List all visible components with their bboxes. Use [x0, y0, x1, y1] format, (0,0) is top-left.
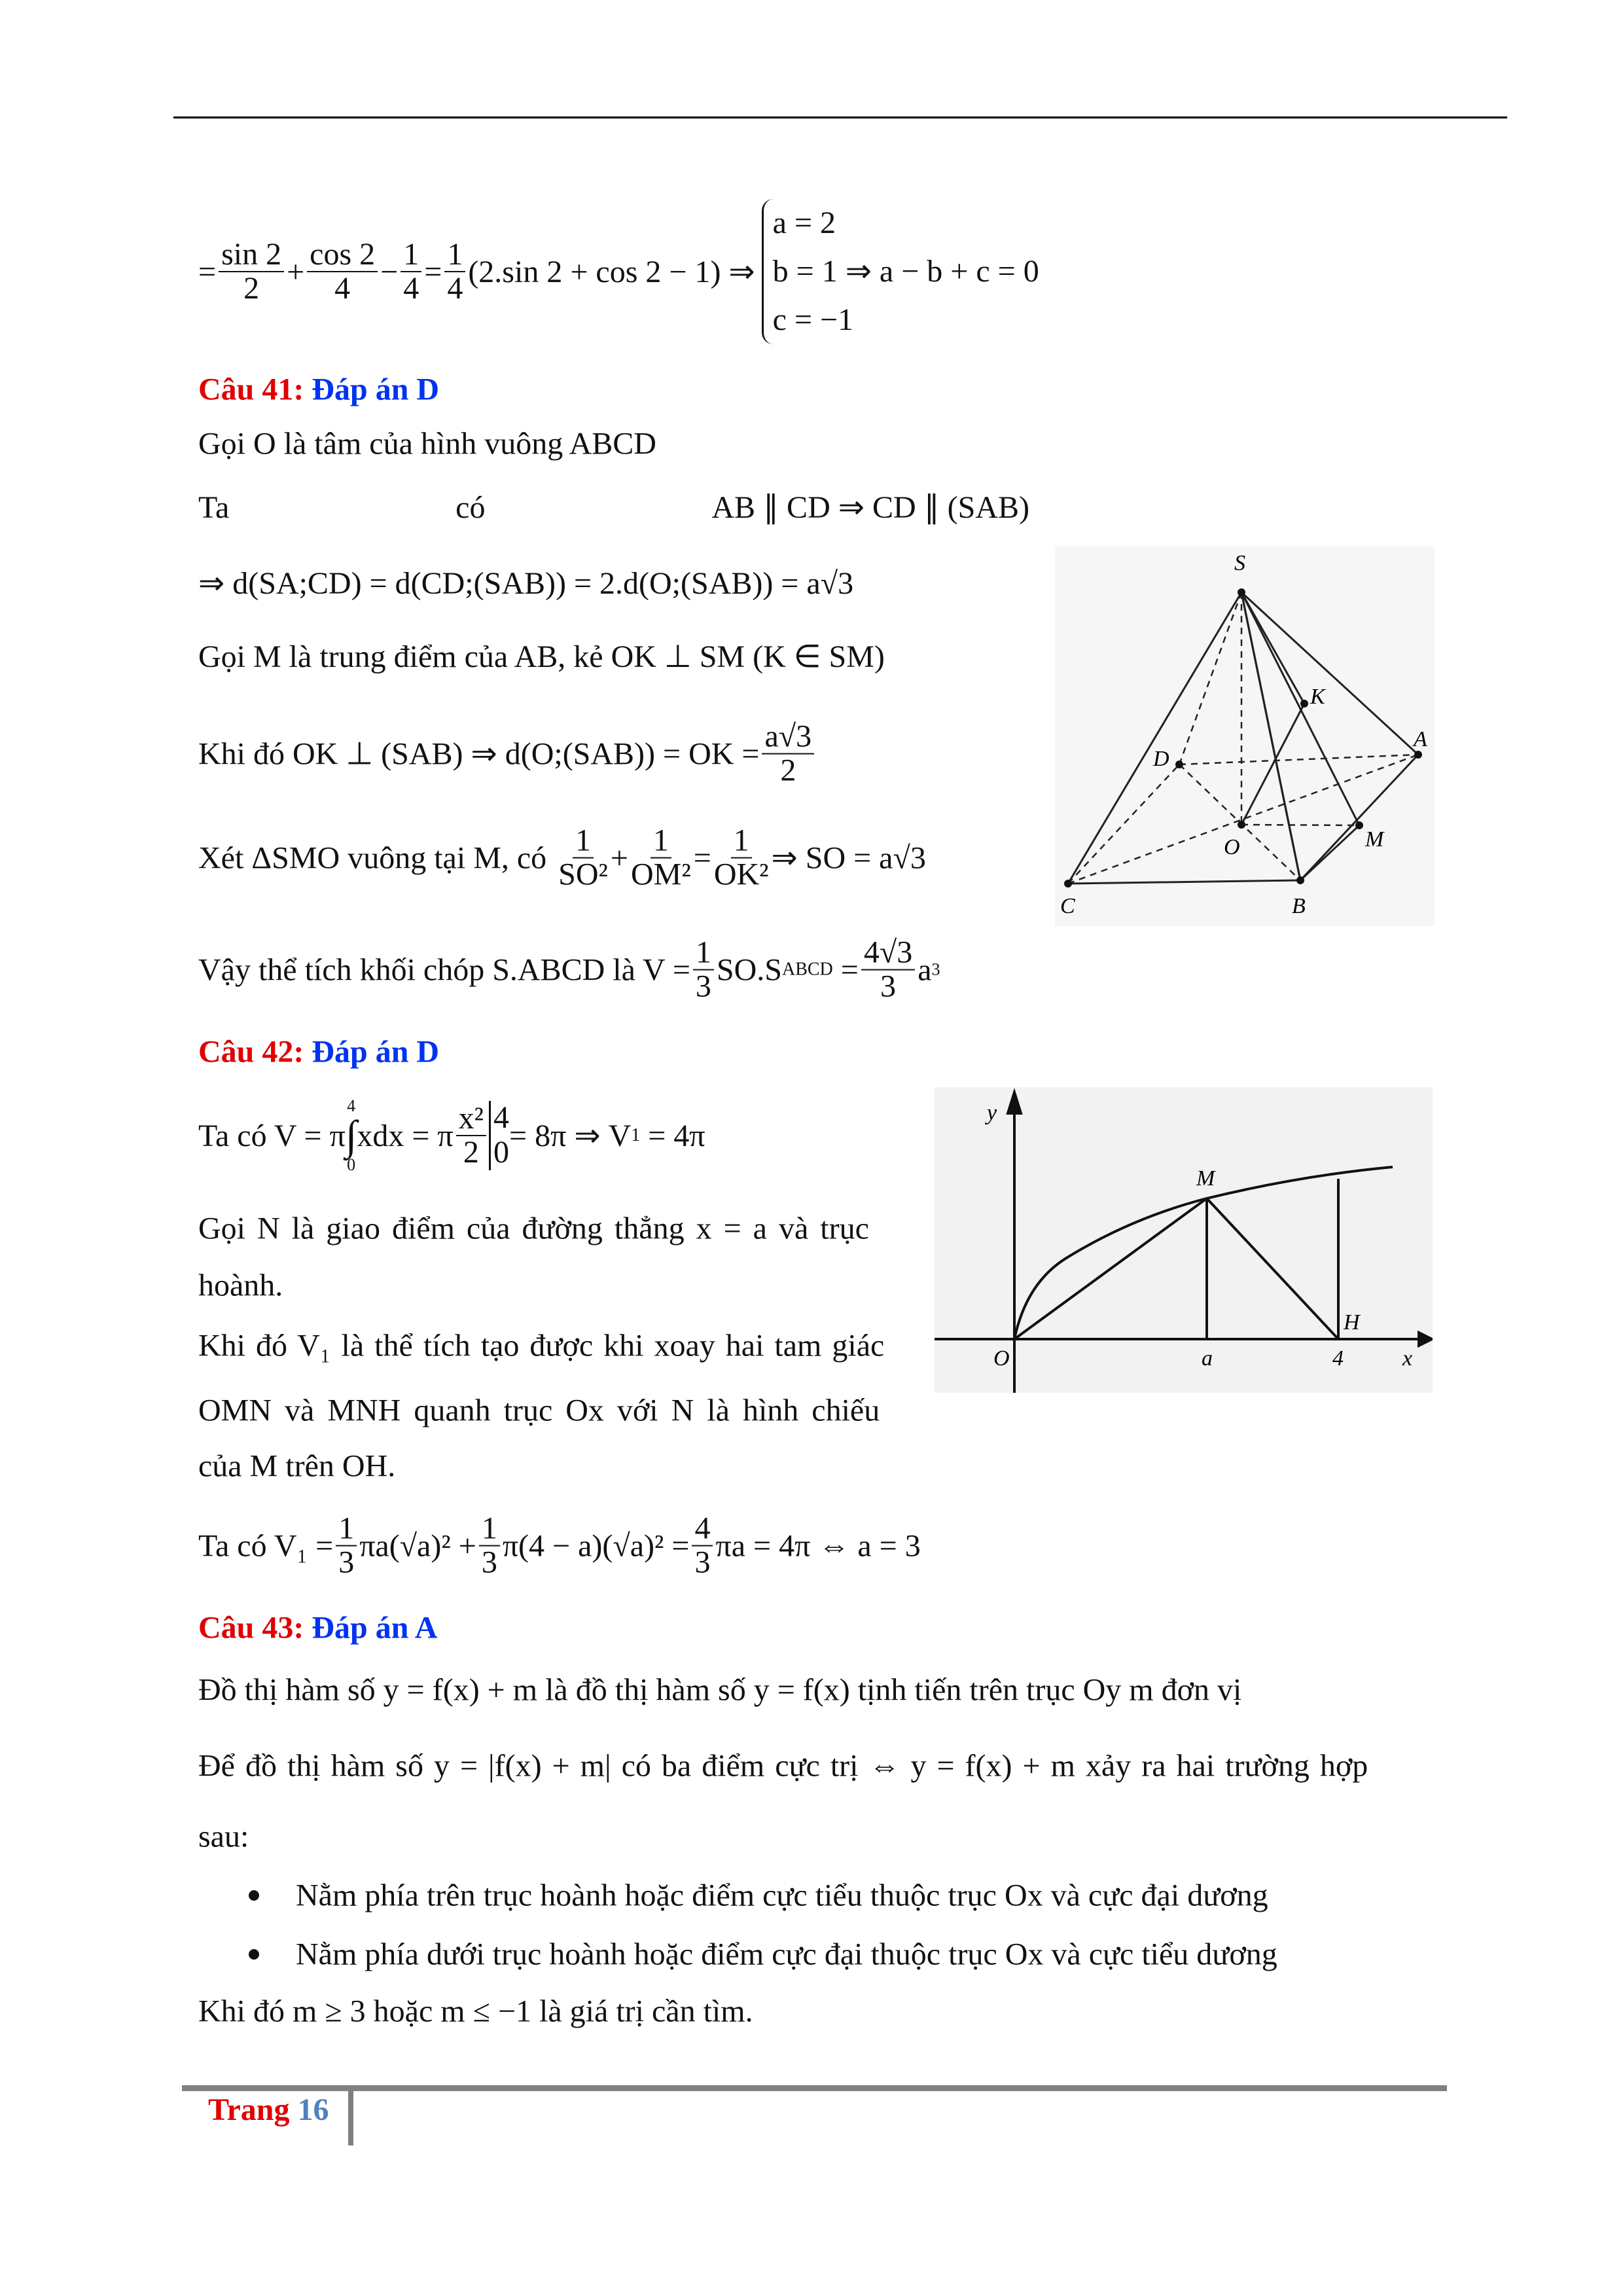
den: 2: [780, 753, 796, 788]
num: 1: [651, 825, 671, 859]
text: Khi đó OK ⊥ (SAB) ⇒ d(O;(SAB)) = OK =: [198, 737, 760, 772]
text-line: [198, 489, 1029, 526]
label-b: B: [1292, 894, 1306, 918]
num: 1: [693, 937, 714, 971]
lower: 0: [493, 1135, 510, 1170]
text: Ta có V = π: [198, 1118, 346, 1153]
text: Khi đó V₁ là thể tích tạo được khi xoay hai tam giác: [198, 1328, 885, 1363]
text: πa = 4π ⇔ a = 3: [715, 1528, 921, 1564]
op: +: [287, 254, 305, 289]
answer-label: Đáp án D: [312, 372, 440, 407]
header-rule: [173, 117, 1507, 118]
sqrt-graph-figure: [935, 1087, 1433, 1393]
text: Nằm phía trên trục hoành hoặc điểm cực tiểu thuộc trục Ox và cực đại dương: [296, 1878, 1268, 1913]
text: Gọi M là trung điểm của AB, kẻ OK ⊥ SM (K ∈ SM): [198, 639, 885, 674]
text-line: [198, 825, 926, 892]
text: π(4 − a)(√a)² =: [502, 1528, 690, 1564]
bullet-icon: [249, 1890, 259, 1901]
label-o: O: [993, 1346, 1010, 1371]
text: hoành.: [198, 1268, 283, 1303]
den: SO²: [558, 857, 608, 892]
text-line: [198, 1819, 249, 1855]
text: Ta: [198, 490, 230, 525]
text-line: [198, 1748, 1368, 1784]
den: 4: [447, 271, 463, 306]
page-label: Trang: [208, 2092, 290, 2127]
footer-divider: [348, 2088, 353, 2145]
text: sau:: [198, 1819, 249, 1854]
num: 1: [479, 1513, 500, 1547]
den: 3: [880, 969, 897, 1004]
label-y: y: [987, 1101, 997, 1125]
text-line: [198, 1513, 921, 1580]
label-k: K: [1310, 685, 1325, 709]
upper: 4: [493, 1100, 510, 1136]
fraction: [444, 238, 465, 306]
superscript: 3: [931, 960, 940, 979]
text: AB ∥ CD ⇒ CD ∥ (SAB): [711, 490, 1029, 525]
upper-limit: 4: [347, 1096, 356, 1115]
question-label: Câu 42:: [198, 1034, 304, 1069]
num: 4: [692, 1513, 713, 1547]
footer-rule: [182, 2085, 1447, 2091]
bullet-item: [296, 1937, 1277, 1973]
equation-system: [762, 199, 1039, 344]
pyramid-figure: [1055, 547, 1435, 926]
text: OMN và MNH quanh trục Ox với N là hình chiếu: [198, 1393, 880, 1428]
text-line: [198, 638, 885, 675]
text-line: [198, 1211, 906, 1247]
den: 3: [695, 969, 711, 1004]
eq-sign: =: [424, 254, 442, 289]
fraction: [401, 238, 421, 306]
label-s: S: [1234, 551, 1245, 575]
fraction: [336, 1513, 357, 1580]
answer-label: Đáp án A: [312, 1610, 438, 1645]
num: a√3: [762, 721, 814, 755]
label-c: C: [1060, 894, 1075, 918]
bullet-icon: [249, 1949, 259, 1960]
label-4: 4: [1332, 1346, 1344, 1371]
question-43-heading: [198, 1610, 437, 1646]
bullet-item: [296, 1878, 1268, 1914]
subscript: 1: [631, 1125, 641, 1145]
text-line: [198, 1672, 1241, 1708]
fraction: [692, 1513, 713, 1580]
text-line: [198, 721, 817, 788]
num: 1: [731, 825, 752, 859]
label-a: A: [1414, 727, 1427, 751]
integral: 4 ∫ 0: [345, 1096, 357, 1174]
num: 1: [573, 825, 594, 859]
text-line: [198, 1393, 880, 1429]
label-d: D: [1153, 747, 1169, 771]
num: 1: [444, 238, 465, 272]
den: 3: [481, 1545, 497, 1580]
num: x²: [456, 1102, 486, 1136]
sys-line: c = −1: [772, 302, 854, 337]
text: = 4π: [648, 1118, 705, 1153]
question-41-heading: [198, 372, 439, 408]
text: a: [918, 952, 932, 988]
den: 4: [403, 271, 419, 306]
num: cos 2: [307, 238, 378, 272]
sys-line: a = 2: [772, 206, 836, 240]
text: Để đồ thị hàm số y = |f(x) + m| có ba điểm cực trị ⇔ y = f(x) + m xảy ra hai trường hợp: [198, 1748, 1368, 1784]
label-m: M: [1365, 827, 1384, 852]
den: OK²: [713, 857, 769, 892]
fraction: [456, 1102, 486, 1170]
question-42-heading: [198, 1034, 439, 1070]
num: sin 2: [219, 238, 284, 272]
label-h: H: [1344, 1310, 1360, 1335]
text: ⇒ d(SA;CD) = d(CD;(SAB)) = 2.d(O;(SAB)) = a√3: [198, 566, 854, 601]
text-line: [198, 565, 853, 601]
text: xdx = π: [357, 1118, 454, 1153]
eq-sign: =: [198, 254, 217, 289]
text: Đồ thị hàm số y = f(x) + m là đồ thị hàm số y = f(x) tịnh tiến trên trục Oy m đơn vị: [198, 1672, 1242, 1708]
text: = 8π ⇒ V: [509, 1119, 632, 1153]
den: 3: [694, 1545, 711, 1580]
fraction: [631, 825, 691, 892]
num: 1: [401, 238, 421, 272]
text: ⇒ SO = a√3: [771, 841, 926, 876]
text-line: [198, 426, 656, 462]
text: có: [455, 490, 486, 525]
fraction: [861, 937, 915, 1004]
label-m: M: [1196, 1166, 1215, 1191]
fraction: [693, 937, 714, 1004]
text-line: [198, 937, 940, 1004]
text: Ta có V₁ =: [198, 1528, 334, 1564]
op: −: [380, 254, 399, 289]
den: 4: [334, 271, 351, 306]
label-x: x: [1402, 1346, 1413, 1371]
question-label: Câu 43:: [198, 1610, 304, 1645]
sys-line: b = 1 ⇒ a − b + c = 0: [772, 254, 1039, 289]
text-line: [198, 1328, 884, 1364]
fraction: [762, 721, 814, 788]
den: 3: [338, 1545, 355, 1580]
text: πa(√a)² +: [359, 1528, 476, 1564]
text: Gọi N là giao điểm của đường thẳng x = a và trục: [198, 1211, 869, 1246]
num: 1: [336, 1513, 357, 1547]
den: 2: [243, 271, 260, 306]
text: Khi đó m ≥ 3 hoặc m ≤ −1 là giá trị cần tìm.: [198, 1994, 753, 2029]
text: Vậy thể tích khối chóp S.ABCD là V =: [198, 952, 690, 988]
label-a: a: [1202, 1346, 1213, 1371]
expr: (2.sin 2 + cos 2 − 1) ⇒: [468, 255, 755, 289]
page-num: 16: [297, 2092, 329, 2127]
text-line: [198, 1994, 753, 2030]
text: SO.S: [716, 952, 782, 988]
op: =: [693, 840, 711, 876]
answer-label: Đáp án D: [312, 1034, 440, 1069]
lower-limit: 0: [347, 1155, 356, 1174]
den: OM²: [631, 857, 691, 892]
op: +: [610, 840, 628, 876]
fraction: [307, 238, 378, 306]
den: 2: [463, 1135, 479, 1170]
text: Nằm phía dưới trục hoành hoặc điểm cực đại thuộc trục Ox và cực tiểu dương: [296, 1937, 1277, 1972]
evaluation-bar: [489, 1101, 509, 1170]
page-number: [208, 2092, 329, 2128]
text: Gọi O là tâm của hình vuông ABCD: [198, 426, 656, 461]
text-line: [198, 1268, 283, 1304]
fraction: [558, 825, 608, 892]
num: 4√3: [861, 937, 915, 971]
label-o: O: [1224, 835, 1240, 859]
fraction: [479, 1513, 500, 1580]
fraction: [219, 238, 284, 306]
text: của M trên OH.: [198, 1448, 396, 1484]
fraction: [714, 825, 769, 892]
equation-line: [198, 199, 1046, 344]
text-line: [198, 1448, 395, 1484]
subscript: ABCD: [781, 960, 833, 980]
question-label: Câu 41:: [198, 372, 304, 407]
text-line: [198, 1098, 705, 1174]
op: =: [840, 952, 859, 988]
text: Xét ΔSMO vuông tại M, có: [198, 840, 547, 876]
